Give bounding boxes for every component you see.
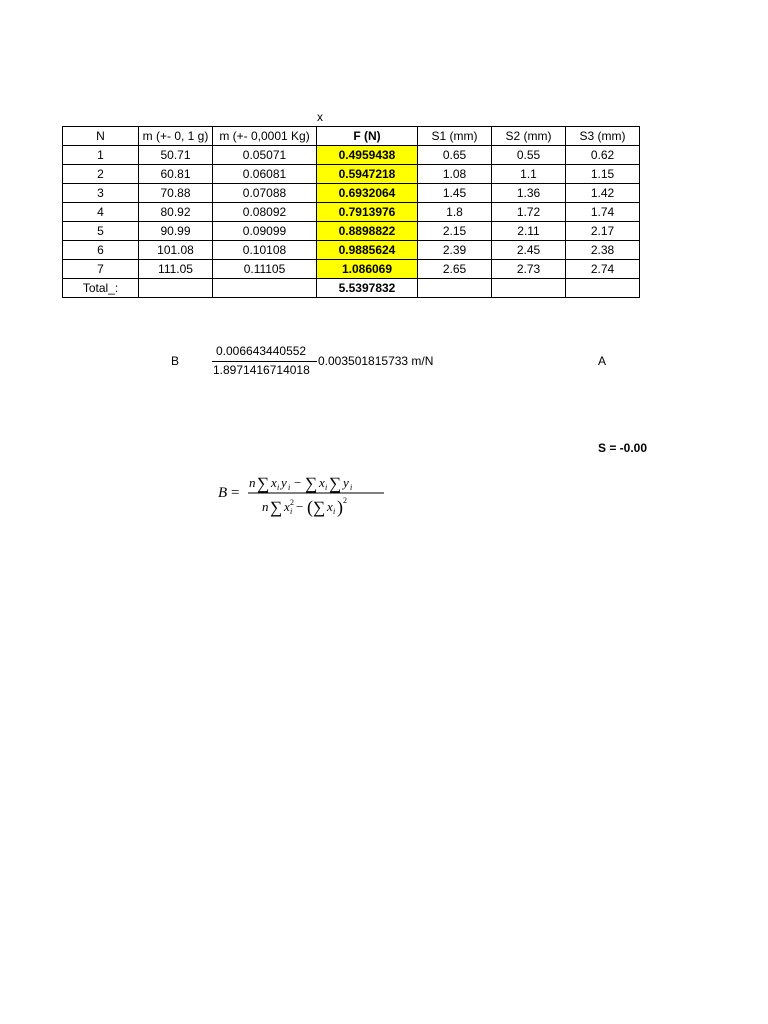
- svg-text:i: i: [290, 507, 293, 516]
- cell-s3: 0.62: [566, 146, 640, 165]
- header-force: F (N): [317, 127, 418, 146]
- table-total-row: [63, 279, 640, 298]
- table-row: [63, 222, 640, 241]
- cell-mass-kg: 0.11105: [213, 260, 317, 279]
- cell-s2: 0.55: [492, 146, 566, 165]
- cell-s1: 2.39: [418, 241, 492, 260]
- formula-equals: =: [231, 485, 240, 501]
- svg-text:∑: ∑: [313, 498, 326, 517]
- header-n: N: [63, 127, 139, 146]
- cell-s3: 1.15: [566, 165, 640, 184]
- cell-n: 3: [63, 184, 139, 203]
- svg-text:−: −: [296, 499, 304, 514]
- cell-n: 6: [63, 241, 139, 260]
- cell-s3: 2.74: [566, 260, 640, 279]
- cell-s1: 1.8: [418, 203, 492, 222]
- header-mass-kg: m (+- 0,0001 Kg): [213, 127, 317, 146]
- table-row: [63, 203, 640, 222]
- svg-text:y: y: [281, 475, 287, 490]
- svg-text:(: (: [307, 497, 313, 517]
- b-regression-formula: [218, 472, 388, 524]
- table-row: [63, 260, 640, 279]
- b-result: 0.003501815733 m/N: [318, 354, 434, 368]
- table-row: [63, 146, 640, 165]
- fraction-numerator: 0.006643440552: [216, 344, 307, 358]
- cell-s2: 2.45: [492, 241, 566, 260]
- cell-n: 1: [63, 146, 139, 165]
- cell-force: 1.086069: [317, 260, 418, 279]
- cell-n: 4: [63, 203, 139, 222]
- svg-text:2: 2: [343, 496, 347, 505]
- svg-text:n: n: [249, 475, 256, 490]
- svg-text:i: i: [277, 483, 280, 492]
- svg-text:2: 2: [290, 498, 294, 507]
- svg-text:n: n: [262, 499, 269, 514]
- svg-text:x: x: [284, 499, 290, 514]
- measurements-table: [62, 126, 640, 298]
- header-s2: S2 (mm): [492, 127, 566, 146]
- cell-s2: 2.73: [492, 260, 566, 279]
- svg-text:∑: ∑: [305, 474, 318, 493]
- cell-mass-g: 60.81: [139, 165, 213, 184]
- cell-force: 0.4959438: [317, 146, 418, 165]
- cell-s3: 2.17: [566, 222, 640, 241]
- cell-mass-kg: 0.09099: [213, 222, 317, 241]
- total-force: 5.5397832: [317, 279, 418, 298]
- s-result: S = -0.00: [598, 441, 648, 455]
- cell-s2: 1.72: [492, 203, 566, 222]
- cell-mass-kg: 0.07088: [213, 184, 317, 203]
- cell-s1: 2.65: [418, 260, 492, 279]
- svg-text:x: x: [327, 499, 333, 514]
- cell-s1: 1.45: [418, 184, 492, 203]
- cell-force: 0.9885624: [317, 241, 418, 260]
- cell-n: 7: [63, 260, 139, 279]
- total-label: Total_:: [63, 279, 139, 298]
- cell-s1: 0.65: [418, 146, 492, 165]
- cell-mass-g: 111.05: [139, 260, 213, 279]
- svg-text:∑: ∑: [329, 474, 342, 493]
- cell-mass-g: 50.71: [139, 146, 213, 165]
- cell-mass-g: 101.08: [139, 241, 213, 260]
- total-empty: [492, 279, 566, 298]
- svg-text:−: −: [294, 475, 302, 490]
- svg-text:): ): [337, 497, 343, 517]
- column-marker-x: x: [317, 110, 323, 124]
- header-s1: S1 (mm): [418, 127, 492, 146]
- cell-mass-kg: 0.08092: [213, 203, 317, 222]
- fraction-bar: [212, 361, 317, 362]
- a-label: A: [598, 354, 607, 368]
- table-row: [63, 241, 640, 260]
- svg-text:x: x: [271, 475, 277, 490]
- table-header-row: [63, 127, 640, 146]
- cell-mass-g: 70.88: [139, 184, 213, 203]
- cell-s1: 1.08: [418, 165, 492, 184]
- cell-n: 5: [63, 222, 139, 241]
- header-s3: S3 (mm): [566, 127, 640, 146]
- cell-mass-kg: 0.05071: [213, 146, 317, 165]
- cell-s2: 2.11: [492, 222, 566, 241]
- b-label: B: [171, 354, 180, 368]
- svg-text:i: i: [333, 507, 336, 516]
- svg-text:∑: ∑: [257, 474, 270, 493]
- cell-s2: 1.1: [492, 165, 566, 184]
- svg-text:i: i: [350, 483, 353, 492]
- total-empty: [418, 279, 492, 298]
- fraction-denominator: 1.8971416714018: [213, 363, 310, 377]
- table-row: [63, 165, 640, 184]
- cell-mass-kg: 0.06081: [213, 165, 317, 184]
- total-empty: [566, 279, 640, 298]
- total-empty: [213, 279, 317, 298]
- cell-s1: 2.15: [418, 222, 492, 241]
- table-row: [63, 184, 640, 203]
- formula-lhs: B: [218, 485, 228, 501]
- cell-force: 0.6932064: [317, 184, 418, 203]
- cell-force: 0.8898822: [317, 222, 418, 241]
- cell-s3: 2.38: [566, 241, 640, 260]
- cell-force: 0.5947218: [317, 165, 418, 184]
- header-mass-g: m (+- 0, 1 g): [139, 127, 213, 146]
- cell-force: 0.7913976: [317, 203, 418, 222]
- svg-text:i: i: [325, 483, 328, 492]
- total-empty: [139, 279, 213, 298]
- cell-mass-g: 90.99: [139, 222, 213, 241]
- svg-text:i: i: [288, 483, 291, 492]
- svg-text:∑: ∑: [270, 498, 283, 517]
- cell-mass-kg: 0.10108: [213, 241, 317, 260]
- cell-s3: 1.74: [566, 203, 640, 222]
- cell-s2: 1.36: [492, 184, 566, 203]
- svg-text:x: x: [319, 475, 325, 490]
- svg-text:y: y: [343, 475, 349, 490]
- cell-s3: 1.42: [566, 184, 640, 203]
- cell-n: 2: [63, 165, 139, 184]
- cell-mass-g: 80.92: [139, 203, 213, 222]
